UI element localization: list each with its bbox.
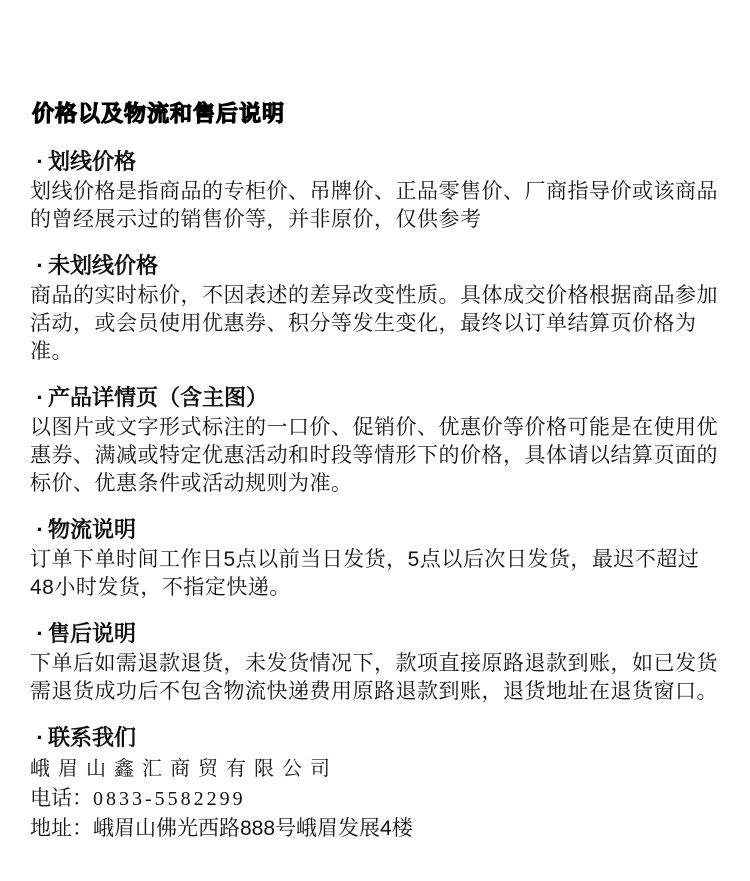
company-name: 峨眉山鑫汇商贸有限公司 [30, 758, 338, 780]
phone-number: 0833-5582299 [93, 788, 246, 810]
section-heading-text: 物流说明 [48, 517, 137, 542]
phone-line [30, 784, 722, 814]
section-after-sales [30, 621, 722, 706]
section-body: 划线价格是指商品的专柜价、吊牌价、正品零售价、厂商指导价或该商品的曾经展示过的销售价等，并非原价，仅供参考 [30, 180, 718, 231]
page-title: 价格以及物流和售后说明 [32, 101, 286, 126]
bullet-icon: · [36, 385, 44, 410]
section-strikethrough-price [30, 149, 722, 234]
bullet-icon: · [36, 621, 44, 646]
bullet-icon: · [36, 253, 44, 278]
section-heading-text: 售后说明 [48, 621, 137, 646]
bullet-icon: · [36, 517, 44, 542]
section-heading-text: 联系我们 [48, 725, 137, 750]
section-heading [30, 725, 722, 751]
address-line [30, 814, 722, 843]
section-body: 下单后如需退款退货，未发货情况下，款项直接原路退款到账，如已发货需退货成功后不包含物流快递费用原路退款到账，退货地址在退货窗口。 [30, 652, 718, 703]
bullet-icon: · [36, 725, 44, 750]
section-heading [30, 149, 722, 175]
section-product-detail-page [30, 385, 722, 498]
section-body: 商品的实时标价，不因表述的差异改变性质。具体成交价格根据商品参加活动，或会员使用优惠券、积分等发生变化，最终以订单结算页价格为准。 [30, 284, 718, 363]
section-body: 订单下单时间工作日5点以前当日发货，5点以后次日发货，最迟不超过48小时发货，不指定快递。 [30, 548, 700, 599]
section-heading-text: 划线价格 [48, 149, 137, 174]
address-value: 峨眉山佛光西路888号峨眉发展4楼 [93, 817, 413, 840]
section-heading [30, 385, 722, 411]
section-logistics [30, 517, 722, 602]
section-heading [30, 517, 722, 543]
phone-label: 电话： [30, 787, 93, 810]
section-heading [30, 253, 722, 279]
section-contact-us [30, 725, 722, 843]
section-body: 以图片或文字形式标注的一口价、促销价、优惠价等价格可能是在使用优惠券、满减或特定优惠活动和时段等情形下的价格，具体请以结算页面的标价、优惠条件或活动规则为准。 [30, 416, 718, 495]
address-label: 地址： [30, 817, 93, 840]
section-heading [30, 621, 722, 647]
section-heading-text: 未划线价格 [48, 253, 159, 278]
bullet-icon: · [36, 149, 44, 174]
section-unmarked-price [30, 253, 722, 366]
section-heading-text: 产品详情页（含主图） [48, 385, 269, 410]
